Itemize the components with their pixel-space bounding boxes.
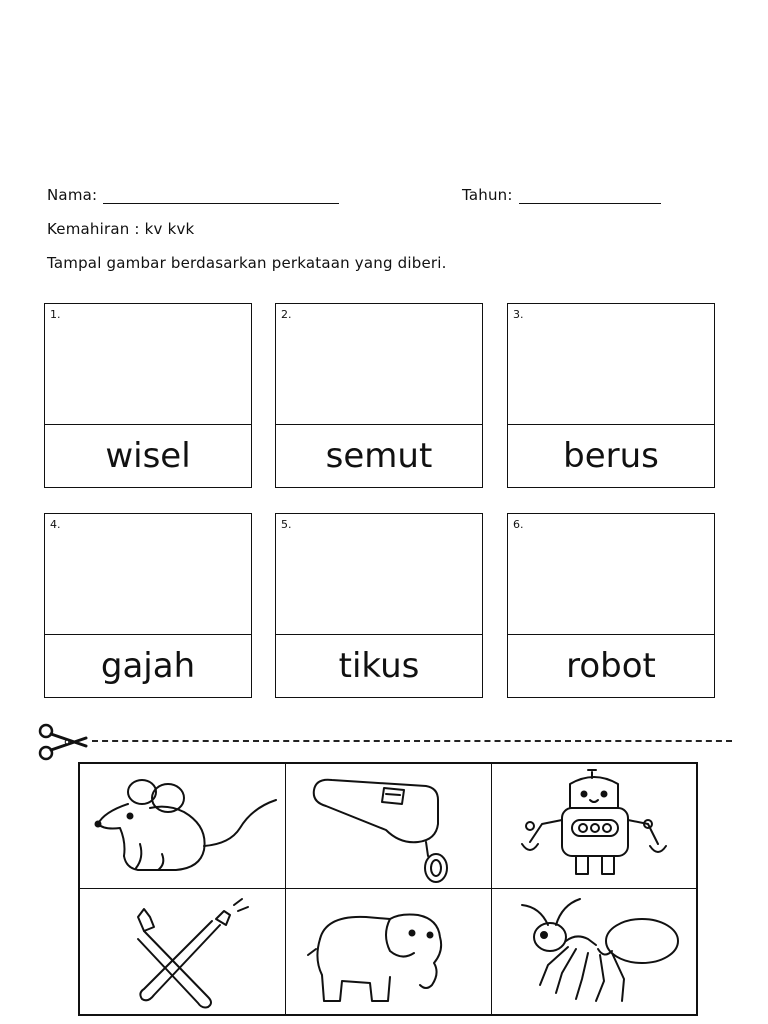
instruction-text: Tampal gambar berdasarkan perkataan yang diberi. [47, 254, 447, 272]
cut-line [92, 740, 732, 742]
mouse-icon [80, 764, 286, 889]
box-word: tikus [338, 646, 420, 686]
paste-box-1[interactable] [44, 303, 252, 488]
ant-picture[interactable] [492, 889, 698, 1014]
year-blank[interactable] [519, 203, 661, 204]
name-blank[interactable] [103, 203, 339, 204]
paste-box-2[interactable] [275, 303, 483, 488]
box-word: semut [325, 436, 433, 476]
box-number: 3. [513, 308, 524, 321]
whistle-icon [286, 764, 492, 889]
box-number: 1. [50, 308, 61, 321]
paste-box-5[interactable] [275, 513, 483, 698]
box-word: gajah [100, 646, 196, 686]
box-word: berus [563, 436, 659, 476]
box-number: 5. [281, 518, 292, 531]
elephant-picture[interactable] [286, 889, 492, 1014]
year-field [462, 186, 661, 204]
box-word: wisel [105, 436, 191, 476]
name-field [47, 186, 339, 204]
brush-picture[interactable] [80, 889, 286, 1014]
mouse-picture[interactable] [80, 764, 286, 889]
brush-icon [80, 889, 286, 1014]
robot-picture[interactable] [492, 764, 698, 889]
scissors-icon [34, 722, 94, 762]
ant-icon [492, 889, 698, 1014]
paste-box-3[interactable] [507, 303, 715, 488]
skill-text: Kemahiran : kv kvk [47, 220, 195, 238]
paste-box-6[interactable] [507, 513, 715, 698]
box-number: 6. [513, 518, 524, 531]
elephant-icon [286, 889, 492, 1014]
box-word: robot [566, 646, 656, 686]
box-number: 4. [50, 518, 61, 531]
box-number: 2. [281, 308, 292, 321]
whistle-picture[interactable] [286, 764, 492, 889]
year-label: Tahun: [462, 186, 513, 204]
robot-icon [492, 764, 698, 889]
paste-box-4[interactable] [44, 513, 252, 698]
name-label: Nama: [47, 186, 98, 204]
cutout-grid [78, 762, 698, 1016]
